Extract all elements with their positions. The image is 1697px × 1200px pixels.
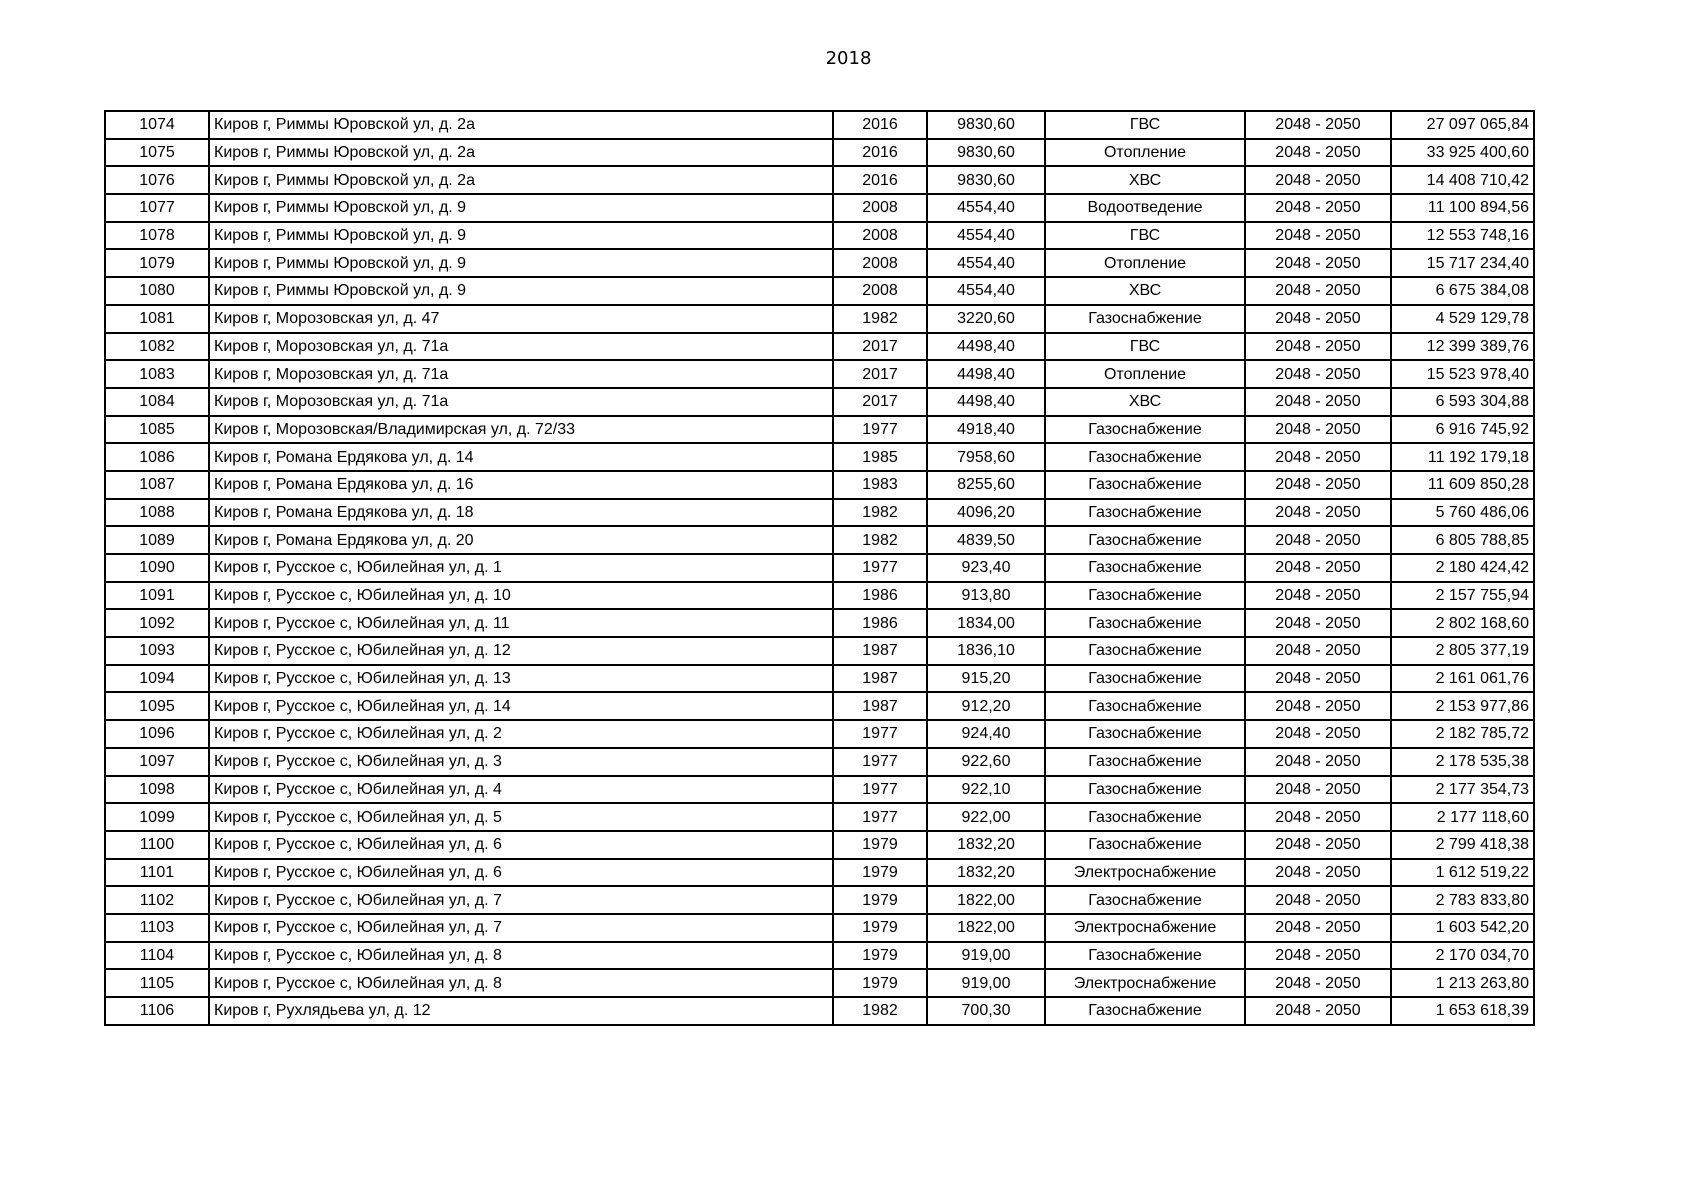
row-number-cell: 1093	[105, 637, 209, 665]
cost-cell: 6 593 304,88	[1391, 388, 1534, 416]
cost-cell: 4 529 129,78	[1391, 305, 1534, 333]
build-year-cell: 1985	[833, 443, 927, 471]
repair-period-cell: 2048 - 2050	[1245, 388, 1391, 416]
cost-cell: 5 760 486,06	[1391, 499, 1534, 527]
repair-period-cell: 2048 - 2050	[1245, 277, 1391, 305]
table-row	[105, 692, 1534, 720]
row-number-cell: 1081	[105, 305, 209, 333]
row-number-cell: 1095	[105, 692, 209, 720]
area-cell: 922,60	[927, 748, 1045, 776]
area-cell: 700,30	[927, 997, 1045, 1025]
repair-period-cell: 2048 - 2050	[1245, 111, 1391, 139]
cost-cell: 11 100 894,56	[1391, 194, 1534, 222]
area-cell: 9830,60	[927, 111, 1045, 139]
service-type-cell: Электроснабжение	[1045, 859, 1245, 887]
service-type-cell: Газоснабжение	[1045, 776, 1245, 804]
row-number-cell: 1088	[105, 499, 209, 527]
service-type-cell: Газоснабжение	[1045, 692, 1245, 720]
service-type-cell: ГВС	[1045, 111, 1245, 139]
cost-cell: 1 612 519,22	[1391, 859, 1534, 887]
row-number-cell: 1102	[105, 886, 209, 914]
repair-period-cell: 2048 - 2050	[1245, 166, 1391, 194]
cost-cell: 12 399 389,76	[1391, 333, 1534, 361]
build-year-cell: 2016	[833, 111, 927, 139]
address-cell: Киров г, Русское с, Юбилейная ул, д. 1	[209, 554, 833, 582]
repair-period-cell: 2048 - 2050	[1245, 194, 1391, 222]
area-cell: 9830,60	[927, 166, 1045, 194]
row-number-cell: 1104	[105, 942, 209, 970]
area-cell: 4554,40	[927, 194, 1045, 222]
repair-period-cell: 2048 - 2050	[1245, 637, 1391, 665]
area-cell: 915,20	[927, 665, 1045, 693]
table-row	[105, 859, 1534, 887]
table-row	[105, 942, 1534, 970]
address-cell: Киров г, Русское с, Юбилейная ул, д. 11	[209, 609, 833, 637]
table-row	[105, 665, 1534, 693]
cost-cell: 33 925 400,60	[1391, 139, 1534, 167]
address-cell: Киров г, Русское с, Юбилейная ул, д. 8	[209, 969, 833, 997]
build-year-cell: 1979	[833, 886, 927, 914]
service-type-cell: Водоотведение	[1045, 194, 1245, 222]
row-number-cell: 1079	[105, 249, 209, 277]
service-type-cell: Газоснабжение	[1045, 416, 1245, 444]
build-year-cell: 1987	[833, 637, 927, 665]
row-number-cell: 1087	[105, 471, 209, 499]
cost-cell: 2 157 755,94	[1391, 582, 1534, 610]
repair-period-cell: 2048 - 2050	[1245, 471, 1391, 499]
address-cell: Киров г, Риммы Юровской ул, д. 9	[209, 222, 833, 250]
repair-period-cell: 2048 - 2050	[1245, 333, 1391, 361]
table-row	[105, 609, 1534, 637]
service-type-cell: ХВС	[1045, 277, 1245, 305]
build-year-cell: 1977	[833, 554, 927, 582]
row-number-cell: 1098	[105, 776, 209, 804]
service-type-cell: Газоснабжение	[1045, 637, 1245, 665]
repair-period-cell: 2048 - 2050	[1245, 831, 1391, 859]
row-number-cell: 1074	[105, 111, 209, 139]
repair-period-cell: 2048 - 2050	[1245, 499, 1391, 527]
row-number-cell: 1106	[105, 997, 209, 1025]
cost-cell: 2 178 535,38	[1391, 748, 1534, 776]
repair-period-cell: 2048 - 2050	[1245, 997, 1391, 1025]
area-cell: 922,10	[927, 776, 1045, 804]
row-number-cell: 1076	[105, 166, 209, 194]
table-row	[105, 803, 1534, 831]
repair-period-cell: 2048 - 2050	[1245, 720, 1391, 748]
address-cell: Киров г, Русское с, Юбилейная ул, д. 6	[209, 831, 833, 859]
row-number-cell: 1097	[105, 748, 209, 776]
build-year-cell: 1979	[833, 831, 927, 859]
area-cell: 4839,50	[927, 526, 1045, 554]
build-year-cell: 1979	[833, 914, 927, 942]
address-cell: Киров г, Русское с, Юбилейная ул, д. 8	[209, 942, 833, 970]
table-row	[105, 249, 1534, 277]
cost-cell: 2 177 118,60	[1391, 803, 1534, 831]
repair-period-cell: 2048 - 2050	[1245, 692, 1391, 720]
cost-cell: 12 553 748,16	[1391, 222, 1534, 250]
table-row	[105, 139, 1534, 167]
build-year-cell: 1987	[833, 665, 927, 693]
cost-cell: 1 603 542,20	[1391, 914, 1534, 942]
build-year-cell: 2017	[833, 388, 927, 416]
row-number-cell: 1091	[105, 582, 209, 610]
service-type-cell: Газоснабжение	[1045, 554, 1245, 582]
repair-period-cell: 2048 - 2050	[1245, 665, 1391, 693]
build-year-cell: 2016	[833, 139, 927, 167]
build-year-cell: 1983	[833, 471, 927, 499]
build-year-cell: 1982	[833, 997, 927, 1025]
repair-period-cell: 2048 - 2050	[1245, 914, 1391, 942]
table-row	[105, 333, 1534, 361]
address-cell: Киров г, Риммы Юровской ул, д. 2а	[209, 139, 833, 167]
build-year-cell: 1977	[833, 416, 927, 444]
address-cell: Киров г, Риммы Юровской ул, д. 9	[209, 277, 833, 305]
table-row	[105, 443, 1534, 471]
build-year-cell: 1986	[833, 582, 927, 610]
cost-cell: 14 408 710,42	[1391, 166, 1534, 194]
build-year-cell: 2008	[833, 222, 927, 250]
repair-period-cell: 2048 - 2050	[1245, 609, 1391, 637]
build-year-cell: 1982	[833, 526, 927, 554]
repair-period-cell: 2048 - 2050	[1245, 416, 1391, 444]
service-type-cell: Отопление	[1045, 249, 1245, 277]
build-year-cell: 1979	[833, 859, 927, 887]
service-type-cell: Газоснабжение	[1045, 748, 1245, 776]
service-type-cell: Отопление	[1045, 360, 1245, 388]
address-cell: Киров г, Русское с, Юбилейная ул, д. 3	[209, 748, 833, 776]
cost-cell: 11 192 179,18	[1391, 443, 1534, 471]
row-number-cell: 1075	[105, 139, 209, 167]
cost-cell: 6 675 384,08	[1391, 277, 1534, 305]
address-cell: Киров г, Русское с, Юбилейная ул, д. 5	[209, 803, 833, 831]
address-cell: Киров г, Морозовская ул, д. 47	[209, 305, 833, 333]
cost-cell: 2 153 977,86	[1391, 692, 1534, 720]
row-number-cell: 1099	[105, 803, 209, 831]
area-cell: 919,00	[927, 942, 1045, 970]
build-year-cell: 1979	[833, 942, 927, 970]
table-row	[105, 886, 1534, 914]
repair-period-cell: 2048 - 2050	[1245, 969, 1391, 997]
build-year-cell: 2017	[833, 333, 927, 361]
row-number-cell: 1096	[105, 720, 209, 748]
area-cell: 919,00	[927, 969, 1045, 997]
row-number-cell: 1101	[105, 859, 209, 887]
registry-table	[104, 110, 1535, 1026]
repair-period-cell: 2048 - 2050	[1245, 582, 1391, 610]
table-row	[105, 748, 1534, 776]
service-type-cell: Газоснабжение	[1045, 582, 1245, 610]
table-row	[105, 111, 1534, 139]
address-cell: Киров г, Романа Ердякова ул, д. 16	[209, 471, 833, 499]
service-type-cell: ГВС	[1045, 222, 1245, 250]
cost-cell: 2 177 354,73	[1391, 776, 1534, 804]
repair-period-cell: 2048 - 2050	[1245, 554, 1391, 582]
build-year-cell: 2008	[833, 249, 927, 277]
area-cell: 4498,40	[927, 360, 1045, 388]
address-cell: Киров г, Риммы Юровской ул, д. 2а	[209, 111, 833, 139]
repair-period-cell: 2048 - 2050	[1245, 942, 1391, 970]
service-type-cell: Газоснабжение	[1045, 609, 1245, 637]
row-number-cell: 1082	[105, 333, 209, 361]
row-number-cell: 1086	[105, 443, 209, 471]
cost-cell: 11 609 850,28	[1391, 471, 1534, 499]
row-number-cell: 1090	[105, 554, 209, 582]
cost-cell: 1 213 263,80	[1391, 969, 1534, 997]
repair-period-cell: 2048 - 2050	[1245, 443, 1391, 471]
area-cell: 922,00	[927, 803, 1045, 831]
row-number-cell: 1100	[105, 831, 209, 859]
row-number-cell: 1080	[105, 277, 209, 305]
repair-period-cell: 2048 - 2050	[1245, 249, 1391, 277]
table-row	[105, 582, 1534, 610]
build-year-cell: 1977	[833, 803, 927, 831]
service-type-cell: Отопление	[1045, 139, 1245, 167]
table-row	[105, 637, 1534, 665]
area-cell: 4554,40	[927, 277, 1045, 305]
area-cell: 924,40	[927, 720, 1045, 748]
build-year-cell: 1977	[833, 720, 927, 748]
address-cell: Киров г, Русское с, Юбилейная ул, д. 7	[209, 886, 833, 914]
repair-period-cell: 2048 - 2050	[1245, 803, 1391, 831]
table-row	[105, 997, 1534, 1025]
row-number-cell: 1089	[105, 526, 209, 554]
address-cell: Киров г, Русское с, Юбилейная ул, д. 12	[209, 637, 833, 665]
service-type-cell: Газоснабжение	[1045, 942, 1245, 970]
area-cell: 9830,60	[927, 139, 1045, 167]
build-year-cell: 1979	[833, 969, 927, 997]
table-row	[105, 305, 1534, 333]
repair-period-cell: 2048 - 2050	[1245, 776, 1391, 804]
service-type-cell: Газоснабжение	[1045, 305, 1245, 333]
build-year-cell: 1986	[833, 609, 927, 637]
service-type-cell: Газоснабжение	[1045, 471, 1245, 499]
table-body	[105, 111, 1534, 1025]
table-row	[105, 499, 1534, 527]
service-type-cell: ХВС	[1045, 388, 1245, 416]
cost-cell: 2 802 168,60	[1391, 609, 1534, 637]
build-year-cell: 1977	[833, 776, 927, 804]
address-cell: Киров г, Романа Ердякова ул, д. 20	[209, 526, 833, 554]
service-type-cell: Газоснабжение	[1045, 831, 1245, 859]
build-year-cell: 2017	[833, 360, 927, 388]
service-type-cell: Газоснабжение	[1045, 499, 1245, 527]
build-year-cell: 1987	[833, 692, 927, 720]
address-cell: Киров г, Русское с, Юбилейная ул, д. 13	[209, 665, 833, 693]
service-type-cell: Газоснабжение	[1045, 526, 1245, 554]
repair-period-cell: 2048 - 2050	[1245, 748, 1391, 776]
cost-cell: 15 717 234,40	[1391, 249, 1534, 277]
address-cell: Киров г, Риммы Юровской ул, д. 2а	[209, 166, 833, 194]
cost-cell: 1 653 618,39	[1391, 997, 1534, 1025]
build-year-cell: 1977	[833, 748, 927, 776]
service-type-cell: ГВС	[1045, 333, 1245, 361]
row-number-cell: 1103	[105, 914, 209, 942]
table-row	[105, 166, 1534, 194]
row-number-cell: 1078	[105, 222, 209, 250]
area-cell: 1832,20	[927, 859, 1045, 887]
table-row	[105, 416, 1534, 444]
table-row	[105, 388, 1534, 416]
repair-period-cell: 2048 - 2050	[1245, 139, 1391, 167]
area-cell: 1832,20	[927, 831, 1045, 859]
area-cell: 1822,00	[927, 914, 1045, 942]
area-cell: 4918,40	[927, 416, 1045, 444]
address-cell: Киров г, Романа Ердякова ул, д. 18	[209, 499, 833, 527]
address-cell: Киров г, Риммы Юровской ул, д. 9	[209, 249, 833, 277]
address-cell: Киров г, Морозовская ул, д. 71а	[209, 333, 833, 361]
area-cell: 923,40	[927, 554, 1045, 582]
cost-cell: 6 805 788,85	[1391, 526, 1534, 554]
row-number-cell: 1085	[105, 416, 209, 444]
area-cell: 4498,40	[927, 388, 1045, 416]
service-type-cell: ХВС	[1045, 166, 1245, 194]
cost-cell: 6 916 745,92	[1391, 416, 1534, 444]
area-cell: 913,80	[927, 582, 1045, 610]
area-cell: 4554,40	[927, 222, 1045, 250]
area-cell: 8255,60	[927, 471, 1045, 499]
row-number-cell: 1083	[105, 360, 209, 388]
cost-cell: 2 161 061,76	[1391, 665, 1534, 693]
address-cell: Киров г, Морозовская ул, д. 71а	[209, 360, 833, 388]
table-row	[105, 360, 1534, 388]
area-cell: 1836,10	[927, 637, 1045, 665]
build-year-cell: 2008	[833, 194, 927, 222]
service-type-cell: Газоснабжение	[1045, 720, 1245, 748]
repair-period-cell: 2048 - 2050	[1245, 859, 1391, 887]
area-cell: 912,20	[927, 692, 1045, 720]
build-year-cell: 1982	[833, 305, 927, 333]
service-type-cell: Электроснабжение	[1045, 914, 1245, 942]
table-row	[105, 776, 1534, 804]
address-cell: Киров г, Морозовская/Владимирская ул, д. 72/33	[209, 416, 833, 444]
address-cell: Киров г, Морозовская ул, д. 71а	[209, 388, 833, 416]
table-row	[105, 831, 1534, 859]
build-year-cell: 2016	[833, 166, 927, 194]
service-type-cell: Газоснабжение	[1045, 997, 1245, 1025]
row-number-cell: 1092	[105, 609, 209, 637]
repair-period-cell: 2048 - 2050	[1245, 222, 1391, 250]
address-cell: Киров г, Романа Ердякова ул, д. 14	[209, 443, 833, 471]
area-cell: 1822,00	[927, 886, 1045, 914]
table-row	[105, 277, 1534, 305]
service-type-cell: Газоснабжение	[1045, 886, 1245, 914]
service-type-cell: Электроснабжение	[1045, 969, 1245, 997]
area-cell: 7958,60	[927, 443, 1045, 471]
table-row	[105, 554, 1534, 582]
address-cell: Киров г, Русское с, Юбилейная ул, д. 10	[209, 582, 833, 610]
table-row	[105, 720, 1534, 748]
repair-period-cell: 2048 - 2050	[1245, 886, 1391, 914]
build-year-cell: 1982	[833, 499, 927, 527]
table-row	[105, 526, 1534, 554]
address-cell: Киров г, Русское с, Юбилейная ул, д. 2	[209, 720, 833, 748]
address-cell: Киров г, Русское с, Юбилейная ул, д. 6	[209, 859, 833, 887]
area-cell: 4096,20	[927, 499, 1045, 527]
repair-period-cell: 2048 - 2050	[1245, 526, 1391, 554]
service-type-cell: Газоснабжение	[1045, 803, 1245, 831]
cost-cell: 2 180 424,42	[1391, 554, 1534, 582]
page-number: 2018	[825, 48, 872, 69]
row-number-cell: 1105	[105, 969, 209, 997]
address-cell: Киров г, Русское с, Юбилейная ул, д. 7	[209, 914, 833, 942]
table-row	[105, 222, 1534, 250]
cost-cell: 2 799 418,38	[1391, 831, 1534, 859]
cost-cell: 2 805 377,19	[1391, 637, 1534, 665]
area-cell: 4554,40	[927, 249, 1045, 277]
area-cell: 1834,00	[927, 609, 1045, 637]
area-cell: 3220,60	[927, 305, 1045, 333]
address-cell: Киров г, Риммы Юровской ул, д. 9	[209, 194, 833, 222]
cost-cell: 2 170 034,70	[1391, 942, 1534, 970]
area-cell: 4498,40	[927, 333, 1045, 361]
cost-cell: 2 783 833,80	[1391, 886, 1534, 914]
row-number-cell: 1084	[105, 388, 209, 416]
table-row	[105, 914, 1534, 942]
row-number-cell: 1077	[105, 194, 209, 222]
address-cell: Киров г, Русское с, Юбилейная ул, д. 4	[209, 776, 833, 804]
table-row	[105, 471, 1534, 499]
service-type-cell: Газоснабжение	[1045, 443, 1245, 471]
repair-period-cell: 2048 - 2050	[1245, 360, 1391, 388]
cost-cell: 15 523 978,40	[1391, 360, 1534, 388]
row-number-cell: 1094	[105, 665, 209, 693]
table-row	[105, 969, 1534, 997]
address-cell: Киров г, Русское с, Юбилейная ул, д. 14	[209, 692, 833, 720]
service-type-cell: Газоснабжение	[1045, 665, 1245, 693]
address-cell: Киров г, Рухлядьева ул, д. 12	[209, 997, 833, 1025]
cost-cell: 2 182 785,72	[1391, 720, 1534, 748]
cost-cell: 27 097 065,84	[1391, 111, 1534, 139]
repair-period-cell: 2048 - 2050	[1245, 305, 1391, 333]
build-year-cell: 2008	[833, 277, 927, 305]
table-row	[105, 194, 1534, 222]
